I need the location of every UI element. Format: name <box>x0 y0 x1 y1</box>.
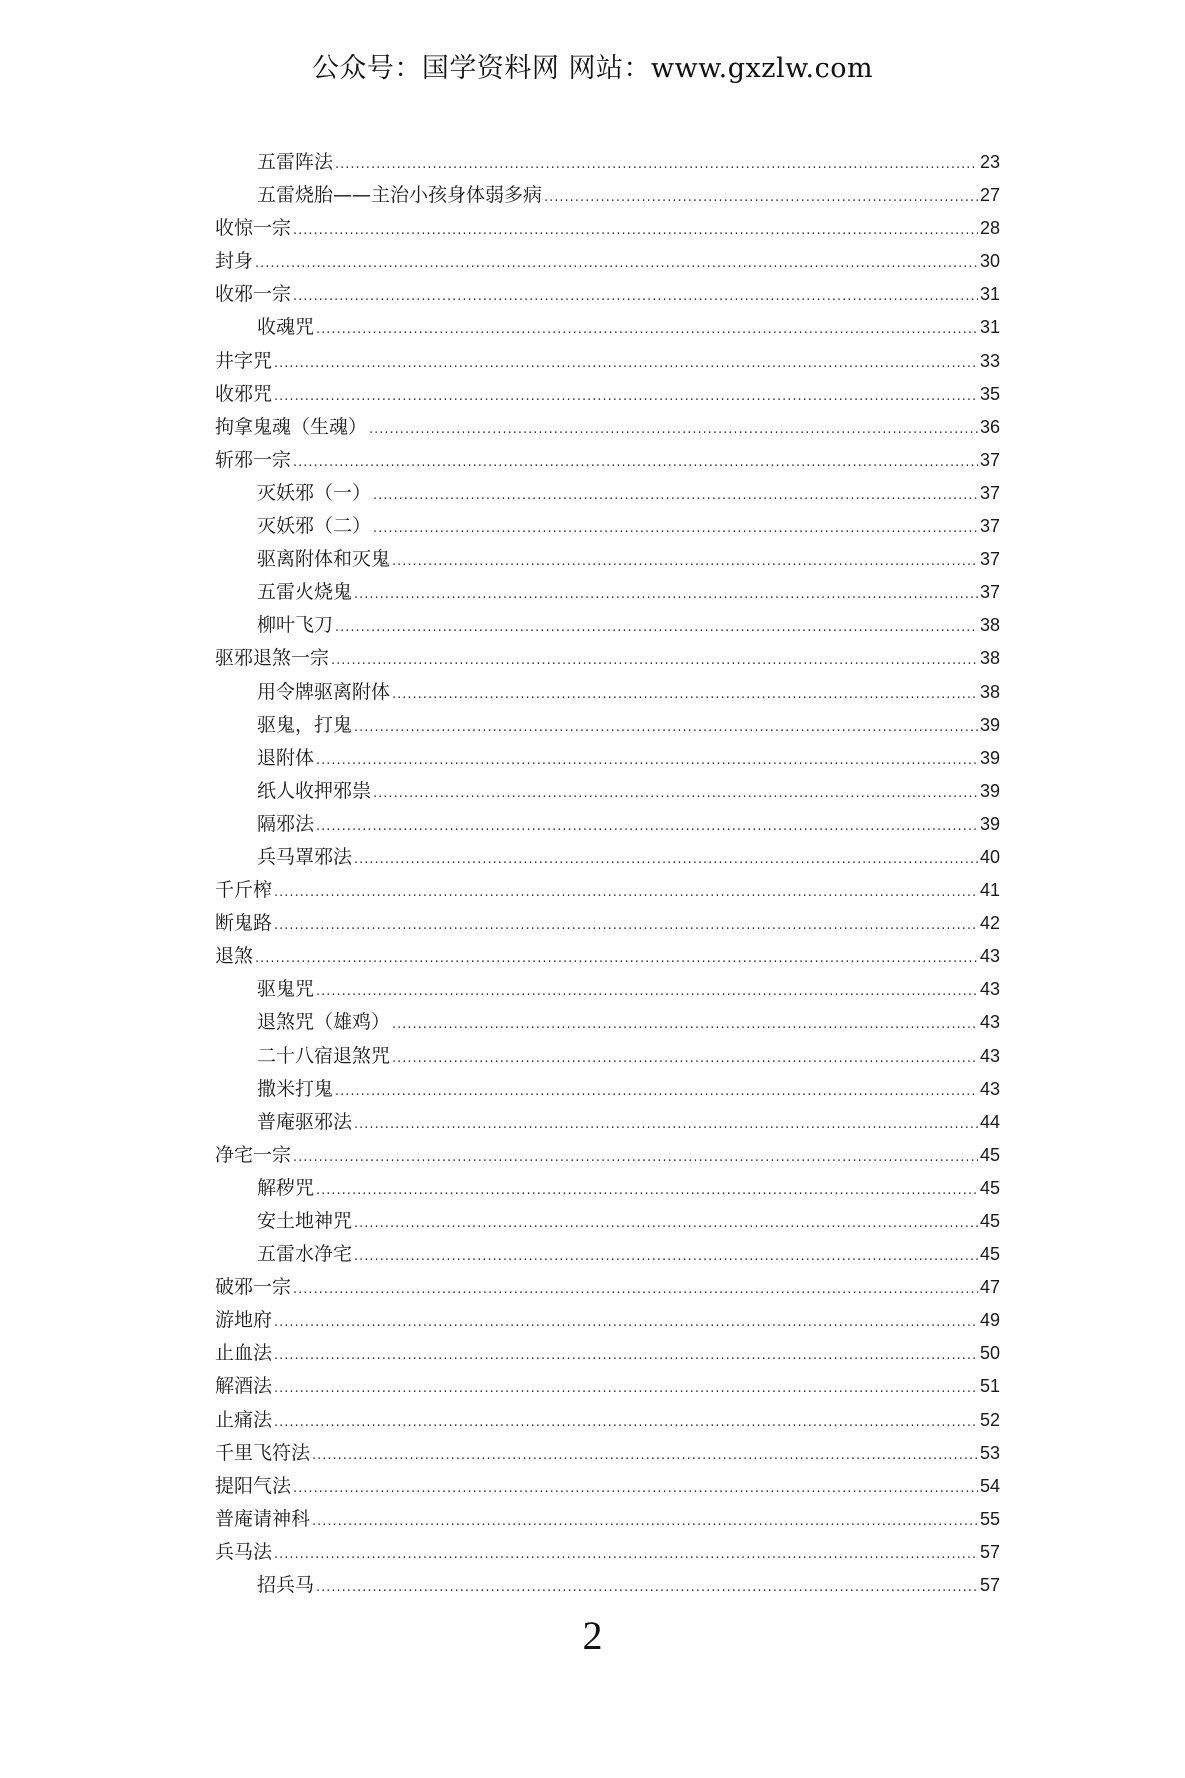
toc-dot-leader <box>312 1448 978 1463</box>
toc-entry-title[interactable]: 止血法 <box>215 1342 273 1365</box>
toc-entry-title[interactable]: 灭妖邪（一） <box>257 481 372 504</box>
toc-entry-title[interactable]: 柳叶飞刀 <box>257 614 334 637</box>
toc-dot-leader <box>293 289 978 304</box>
toc-entry[interactable] <box>215 1140 1000 1173</box>
toc-entry-page-number[interactable]: 55 <box>979 1508 1000 1529</box>
toc-entry-title[interactable]: 普庵请神科 <box>215 1507 311 1530</box>
toc-entry-page-number[interactable]: 43 <box>979 1012 1000 1033</box>
toc-dot-leader <box>255 256 978 271</box>
toc-entry-page-number[interactable]: 50 <box>979 1343 1000 1364</box>
toc-entry-title[interactable]: 招兵马 <box>257 1574 315 1597</box>
toc-entry[interactable] <box>215 1041 1000 1074</box>
toc-entry-title[interactable]: 兵马罩邪法 <box>257 845 353 868</box>
toc-dot-leader <box>274 918 978 933</box>
toc-dot-leader <box>316 1183 978 1198</box>
toc-entry-title[interactable]: 驱邪退煞一宗 <box>215 647 330 670</box>
toc-entry-title[interactable]: 驱鬼，打鬼 <box>257 713 353 736</box>
toc-dot-leader <box>354 720 978 735</box>
toc-entry-page-number[interactable]: 35 <box>979 383 1000 404</box>
toc-dot-leader <box>316 322 978 337</box>
toc-dot-leader <box>354 852 978 867</box>
toc-entry[interactable] <box>215 1173 1000 1206</box>
page-header: 公众号：国学资料网 网站：www.gxzlw.com <box>311 53 874 84</box>
toc-entry-title[interactable]: 收魂咒 <box>257 316 315 339</box>
toc-entry-page-number[interactable]: 39 <box>979 714 1000 735</box>
toc-dot-leader <box>274 389 978 404</box>
toc-entry[interactable] <box>215 1107 1000 1140</box>
toc-entry-title[interactable]: 提阳气法 <box>215 1474 292 1497</box>
toc-entry-title[interactable]: 安土地神咒 <box>257 1210 353 1232</box>
toc-entry[interactable] <box>215 412 1000 445</box>
toc-dot-leader <box>331 653 978 668</box>
toc-entry-page-number[interactable]: 23 <box>979 152 1000 172</box>
toc-entry-page-number[interactable]: 49 <box>979 1310 1000 1331</box>
toc-entry-title[interactable]: 收邪咒 <box>215 382 273 405</box>
toc-dot-leader <box>274 885 978 900</box>
toc-entry-page-number[interactable]: 39 <box>979 813 1000 834</box>
toc-entry[interactable] <box>215 974 1000 1007</box>
toc-dot-leader <box>369 422 978 437</box>
toc-entry[interactable] <box>215 1239 1000 1272</box>
toc-entry[interactable] <box>215 776 1000 809</box>
toc-dot-leader <box>293 455 978 470</box>
toc-entry-title[interactable]: 止痛法 <box>215 1408 273 1431</box>
toc-entry[interactable] <box>215 213 1000 246</box>
toc-entry-page-number[interactable]: 30 <box>979 251 1000 272</box>
toc-entry-title[interactable]: 五雷火烧鬼 <box>257 581 353 604</box>
toc-entry-page-number[interactable]: 43 <box>979 946 1000 967</box>
toc-entry-page-number[interactable]: 33 <box>979 350 1000 371</box>
toc-dot-leader <box>293 1150 978 1165</box>
toc-entry[interactable] <box>215 1074 1000 1107</box>
toc-dot-leader <box>274 1415 978 1430</box>
toc-entry-page-number[interactable]: 51 <box>979 1376 1000 1397</box>
toc-entry[interactable] <box>215 643 1000 676</box>
toc-entry-title[interactable]: 游地府 <box>215 1309 273 1332</box>
toc-entry[interactable] <box>215 346 1000 379</box>
toc-entry[interactable] <box>215 908 1000 941</box>
toc-entry[interactable] <box>215 1570 1000 1603</box>
toc-entry[interactable] <box>215 544 1000 577</box>
toc-entry-page-number[interactable]: 43 <box>979 1078 1000 1099</box>
toc-dot-leader <box>255 951 978 966</box>
toc-entry-page-number[interactable]: 37 <box>979 482 1000 503</box>
toc-entry-title[interactable]: 退煞 <box>215 945 254 968</box>
toc-entry-page-number[interactable]: 45 <box>979 1144 1000 1165</box>
toc-dot-leader <box>274 1547 978 1562</box>
toc-entry[interactable] <box>215 1537 1000 1570</box>
toc-entry-page-number[interactable]: 31 <box>979 317 1000 338</box>
toc-entry-title[interactable]: 用令牌驱离附体 <box>257 680 391 703</box>
toc-entry-title[interactable]: 斩邪一宗 <box>215 448 292 471</box>
toc-entry-title[interactable]: 灭妖邪（二） <box>257 515 372 538</box>
toc-entry-page-number[interactable]: 36 <box>979 416 1000 437</box>
toc-entry[interactable] <box>215 1471 1000 1504</box>
toc-entry-page-number[interactable]: 57 <box>979 1575 1000 1596</box>
toc-entry-page-number[interactable]: 45 <box>979 1244 1000 1265</box>
toc-entry[interactable] <box>215 577 1000 610</box>
toc-dot-leader <box>354 587 978 602</box>
toc-dot-leader <box>293 223 978 238</box>
toc-dot-leader <box>274 356 978 371</box>
toc-entry-title[interactable]: 撒米打鬼 <box>257 1077 334 1100</box>
toc-entry-page-number[interactable]: 53 <box>979 1442 1000 1463</box>
toc-dot-leader <box>392 554 978 569</box>
toc-entry-title[interactable]: 纸人收押邪祟 <box>257 779 372 802</box>
toc-entry[interactable] <box>215 677 1000 710</box>
toc-entry-title[interactable]: 解酒法 <box>215 1375 273 1398</box>
toc-entry[interactable] <box>215 710 1000 743</box>
toc-entry-page-number[interactable]: 52 <box>979 1409 1000 1430</box>
toc-dot-leader <box>312 1514 978 1529</box>
toc-entry-title[interactable]: 收惊一宗 <box>215 217 292 240</box>
toc-dot-leader <box>316 1580 978 1595</box>
toc-entry[interactable] <box>215 842 1000 875</box>
toc-entry-page-number[interactable]: 38 <box>979 615 1000 636</box>
toc-entry-title[interactable]: 封身 <box>215 250 254 273</box>
toc-entry[interactable] <box>215 1405 1000 1438</box>
toc-dot-leader <box>354 1117 978 1132</box>
toc-entry-page-number[interactable]: 43 <box>979 979 1000 1000</box>
toc-dot-leader <box>274 1315 978 1330</box>
toc-entry-page-number[interactable]: 41 <box>979 880 1000 901</box>
toc-entry-page-number[interactable]: 54 <box>979 1475 1000 1496</box>
toc-entry-page-number[interactable]: 31 <box>979 284 1000 305</box>
toc-dot-leader <box>373 786 978 801</box>
toc-entry[interactable] <box>215 379 1000 412</box>
toc-entry[interactable] <box>215 246 1000 279</box>
toc-entry[interactable] <box>215 478 1000 511</box>
toc-dot-leader <box>392 1051 978 1066</box>
toc-entry[interactable] <box>215 147 1000 180</box>
toc-entry-page-number[interactable]: 42 <box>979 913 1000 934</box>
toc-dot-leader <box>335 1084 978 1099</box>
toc-dot-leader <box>316 819 978 834</box>
toc-entry-page-number[interactable]: 57 <box>979 1541 1000 1562</box>
toc-entry-title[interactable]: 收邪一宗 <box>215 283 292 306</box>
toc-dot-leader <box>373 488 978 503</box>
toc-entry-title[interactable]: 隔邪法 <box>257 812 315 835</box>
toc-dot-leader <box>316 984 978 999</box>
toc-dot-leader <box>544 190 978 205</box>
toc-entry-page-number[interactable]: 44 <box>979 1111 1000 1132</box>
toc-dot-leader <box>293 1481 978 1496</box>
toc-entry-title[interactable]: 千里飞符法 <box>215 1441 311 1464</box>
toc-entry[interactable] <box>215 1007 1000 1040</box>
toc-entry[interactable] <box>215 1438 1000 1471</box>
toc-dot-leader <box>293 1282 978 1297</box>
toc-entry[interactable] <box>215 1305 1000 1338</box>
toc-entry[interactable] <box>215 445 1000 478</box>
toc-dot-leader <box>373 521 978 536</box>
toc-entry-page-number[interactable]: 37 <box>979 549 1000 570</box>
toc-dot-leader <box>316 753 978 768</box>
toc-entry-page-number[interactable]: 37 <box>979 449 1000 470</box>
toc-entry[interactable] <box>215 279 1000 312</box>
toc-entry-title[interactable]: 五雷阵法 <box>257 151 334 173</box>
toc-entry-title[interactable]: 驱鬼咒 <box>257 978 315 1001</box>
toc-entry-title[interactable]: 退附体 <box>257 746 315 769</box>
toc-entry-title[interactable]: 兵马法 <box>215 1540 273 1563</box>
toc-dot-leader <box>274 1381 978 1396</box>
toc-entry-page-number[interactable]: 27 <box>979 185 1000 206</box>
table-of-contents <box>215 147 1000 1603</box>
toc-entry-title[interactable]: 千斤榨 <box>215 879 273 902</box>
toc-entry-page-number[interactable]: 45 <box>979 1177 1000 1198</box>
toc-entry-page-number[interactable]: 47 <box>979 1277 1000 1298</box>
toc-entry-title[interactable]: 净宅一宗 <box>215 1143 292 1166</box>
toc-entry-page-number[interactable]: 39 <box>979 747 1000 768</box>
toc-entry[interactable] <box>215 312 1000 345</box>
toc-entry-title[interactable]: 拘拿鬼魂（生魂） <box>215 415 368 438</box>
page-number: 2 <box>582 1613 603 1658</box>
toc-entry[interactable] <box>215 1504 1000 1537</box>
toc-entry-page-number[interactable]: 45 <box>979 1211 1000 1231</box>
toc-entry-title[interactable]: 破邪一宗 <box>215 1276 292 1299</box>
toc-entry[interactable] <box>215 511 1000 544</box>
toc-dot-leader <box>354 1216 978 1231</box>
toc-entry[interactable] <box>215 1371 1000 1404</box>
toc-entry-title[interactable]: 二十八宿退煞咒 <box>257 1044 391 1067</box>
toc-entry[interactable] <box>215 875 1000 908</box>
toc-dot-leader <box>392 1017 978 1032</box>
toc-entry-title[interactable]: 驱离附体和灭鬼 <box>257 548 391 571</box>
toc-entry[interactable] <box>215 743 1000 776</box>
toc-entry-title[interactable]: 断鬼路 <box>215 912 273 935</box>
toc-entry-page-number[interactable]: 28 <box>979 218 1000 239</box>
toc-entry[interactable] <box>215 610 1000 643</box>
toc-entry-page-number[interactable]: 43 <box>979 1045 1000 1066</box>
toc-entry-title[interactable]: 井字咒 <box>215 349 273 372</box>
toc-entry-title[interactable]: 解秽咒 <box>257 1176 315 1199</box>
toc-dot-leader <box>335 157 978 172</box>
toc-entry-title[interactable]: 五雷水净宅 <box>257 1243 353 1266</box>
toc-entry-page-number[interactable]: 38 <box>979 681 1000 702</box>
toc-entry[interactable] <box>215 809 1000 842</box>
toc-entry[interactable] <box>215 1338 1000 1371</box>
toc-dot-leader <box>354 1249 978 1264</box>
toc-entry-title[interactable]: 退煞咒（雄鸡） <box>257 1011 391 1034</box>
toc-dot-leader <box>335 620 978 635</box>
toc-entry-title[interactable]: 普庵驱邪法 <box>257 1110 353 1133</box>
toc-dot-leader <box>274 1348 978 1363</box>
toc-entry[interactable] <box>215 1272 1000 1305</box>
toc-entry-page-number[interactable]: 37 <box>979 516 1000 537</box>
toc-entry-page-number[interactable]: 40 <box>979 846 1000 867</box>
toc-entry-page-number[interactable]: 37 <box>979 582 1000 603</box>
toc-entry-title[interactable]: 五雷烧胎——主治小孩身体弱多病 <box>257 184 543 207</box>
toc-dot-leader <box>392 687 978 702</box>
toc-entry[interactable] <box>215 180 1000 213</box>
toc-entry[interactable] <box>215 941 1000 974</box>
toc-entry-page-number[interactable]: 39 <box>979 780 1000 801</box>
toc-entry[interactable] <box>215 1206 1000 1239</box>
toc-entry-page-number[interactable]: 38 <box>979 648 1000 669</box>
